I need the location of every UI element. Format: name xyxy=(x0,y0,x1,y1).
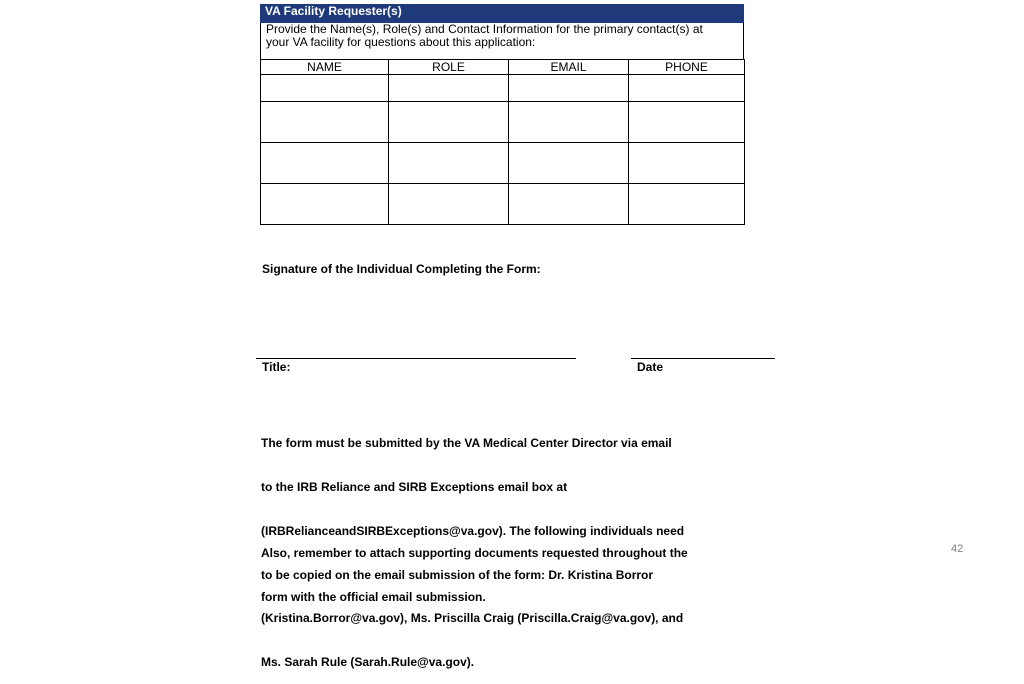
column-header-name: NAME xyxy=(261,60,389,75)
instructions xyxy=(260,23,744,60)
name-cell[interactable] xyxy=(261,75,389,102)
page-number: 42 xyxy=(951,543,964,555)
table-row xyxy=(261,143,745,184)
instructions-line-1: Provide the Name(s), Role(s) and Contact Information for the primary contact(s) at xyxy=(266,22,703,36)
attachment-line: Also, remember to attach supporting documents requested throughout the xyxy=(261,546,688,561)
column-header-email: EMAIL xyxy=(509,60,629,75)
submission-line: (IRBRelianceandSIRBExceptions@va.gov). The following individuals need xyxy=(261,523,685,538)
table-row xyxy=(261,102,745,143)
table-row xyxy=(261,184,745,225)
role-cell[interactable] xyxy=(389,143,509,184)
submission-line: Ms. Sarah Rule (Sarah.Rule@va.gov). xyxy=(261,655,475,670)
table-header-row xyxy=(261,60,745,75)
name-cell[interactable] xyxy=(261,143,389,184)
phone-cell[interactable] xyxy=(629,75,745,102)
attachment-line: form with the official email submission. xyxy=(261,589,486,604)
submission-line: to the IRB Reliance and SIRB Exceptions email box at xyxy=(261,479,568,494)
phone-cell[interactable] xyxy=(629,143,745,184)
submission-line: to be copied on the email submission of the form: Dr. Kristina Borror xyxy=(261,567,654,582)
email-cell[interactable] xyxy=(509,184,629,225)
table-row xyxy=(261,75,745,102)
submission-line: The form must be submitted by the VA Medical Center Director via email xyxy=(261,436,672,451)
role-cell[interactable] xyxy=(389,75,509,102)
date-signature-line[interactable] xyxy=(631,358,775,359)
phone-cell[interactable] xyxy=(629,102,745,143)
submission-line: (Kristina.Borror@va.gov), Ms. Priscilla Craig (Priscilla.Craig@va.gov), and xyxy=(261,611,684,626)
role-cell[interactable] xyxy=(389,184,509,225)
email-cell[interactable] xyxy=(509,75,629,102)
column-header-phone: PHONE xyxy=(629,60,745,75)
contact-table xyxy=(260,59,745,225)
column-header-role: ROLE xyxy=(389,60,509,75)
section-title: VA Facility Requester(s) xyxy=(265,4,402,18)
date-label: Date xyxy=(637,360,664,374)
title-label: Title: xyxy=(262,360,291,374)
email-cell[interactable] xyxy=(509,143,629,184)
attachment-reminder xyxy=(261,517,688,619)
title-signature-line[interactable] xyxy=(256,358,576,359)
email-cell[interactable] xyxy=(509,102,629,143)
signature-label: Signature of the Individual Completing the Form: xyxy=(262,262,541,276)
role-cell[interactable] xyxy=(389,102,509,143)
section-header xyxy=(260,4,744,23)
name-cell[interactable] xyxy=(261,184,389,225)
name-cell[interactable] xyxy=(261,102,389,143)
instructions-line-2: your VA facility for questions about this application: xyxy=(266,35,536,49)
phone-cell[interactable] xyxy=(629,184,745,225)
